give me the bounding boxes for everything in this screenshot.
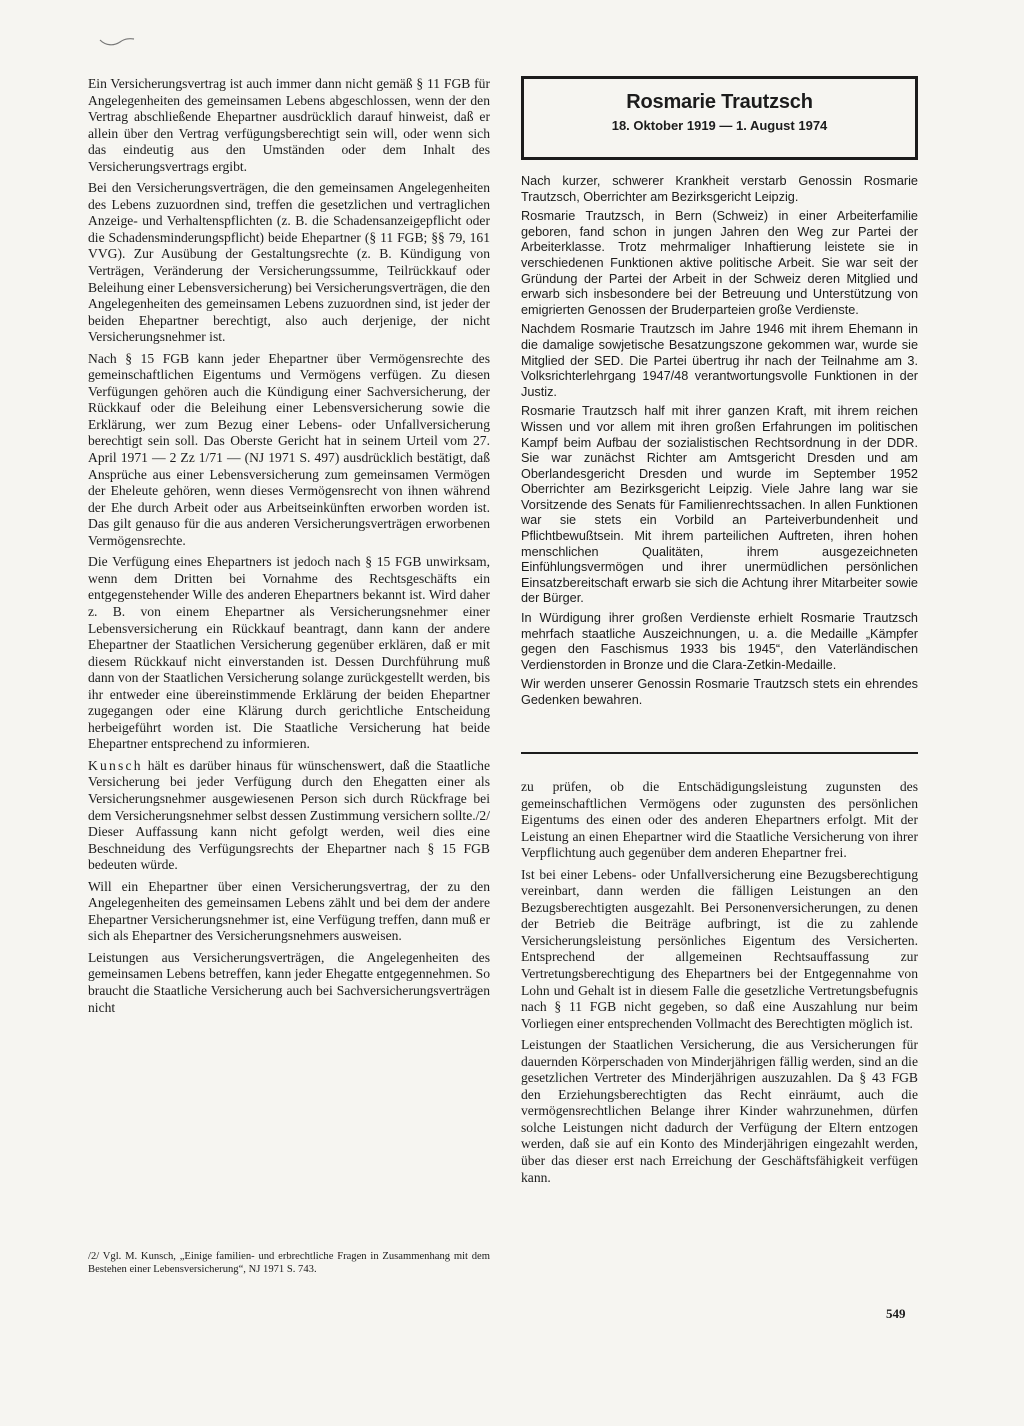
paragraph-text: hält es darüber hinaus für wünschenswert, daß die Staatliche Versicherung bei jeder Verfügung durch den Ehegatten einer als Versicherungsnehmer ausgewiesenen Person sich durch Rückfrage bei dem Versicherungsnehmer selbst dessen Zustimmung versichern sollte./2/ Dieser Auffassung kann nicht gefolgt werden, weil dies eine Beschneidung des Verfügungsrechts der Ehepartner nach § 15 FGB bedeuten würde. bbox=[88, 757, 490, 873]
paragraph: zu prüfen, ob die Entschädigungsleistung zugunsten des gemeinschaftlichen Vermögens oder zugunsten des persönlichen Eigentums des einen oder des anderen Ehepartners erfolgt. Mit der Leistung an einen Ehepartner wird die Staatliche Versicherung von ihrer Verpflichtung auch gegenüber dem anderen Ehepartner frei. bbox=[521, 779, 918, 861]
obituary-dates: 18. Oktober 1919 — 1. August 1974 bbox=[611, 118, 828, 133]
obituary-name: Rosmarie Trautzsch bbox=[626, 91, 813, 113]
obituary-paragraph: Wir werden unserer Genossin Rosmarie Trautzsch stets ein ehrendes Gedenken bewahren. bbox=[521, 677, 918, 707]
obituary-paragraph: Nach kurzer, schwerer Krankheit verstarb Genossin Rosmarie Trautzsch, Oberrichter am Bezirksgericht Leipzig. bbox=[521, 174, 918, 204]
paragraph bbox=[88, 758, 490, 874]
left-column bbox=[88, 76, 490, 1021]
obituary-paragraph: Rosmarie Trautzsch half mit ihrer ganzen Kraft, mit ihrem reichen Wissen und vor allem mit ihren großen Erfahrungen im politischen Kampf beim Aufbau der sozialistischen Rechtsordnung in der DDR. Sie war zunächst Richter am Amtsgericht Dresden und am Oberlandesgericht Dresden und wurde im September 1952 Oberrichter am Bezirksgericht Leipzig. Viele Jahre lang war sie Vorsitzende des Senats für Familienrechtssachen. In allen Funktionen war sie stets ein Vorbild an Parteiverbundenheit und Pflichtbewußtsein. Mit ihrem parteilichen Auftreten, ihren hohen menschlichen Qualitäten, ihrem ausgezeichneten Einfühlungsvermögen und ihrer unermüdlichen persönlichen Einsatzbereitschaft erwarb sie sich die Achtung ihrer Mitarbeiter sowie der Bürger. bbox=[521, 404, 918, 606]
obituary bbox=[521, 76, 918, 713]
page-number: 549 bbox=[886, 1306, 906, 1321]
paragraph: Ein Versicherungsvertrag ist auch immer dann nicht gemäß § 11 FGB für Angelegenheiten des gemeinsamen Lebens abgeschlossen, wenn der den Vertrag abschließende Ehepartner ausdrücklich darauf hinweist, daß er allein über den Vertrag verfügungsberechtigt sein will, oder wenn sich das eindeutig aus den Umständen oder dem Inhalt des Versicherungsvertrags ergibt. bbox=[88, 76, 490, 174]
author-name: Kunsch bbox=[88, 757, 143, 773]
obituary-paragraph: Rosmarie Trautzsch, in Bern (Schweiz) in einer Arbeiterfamilie geboren, fand schon in jungen Jahren den Weg zur Partei der Arbeiterklasse. Trotz mehrmaliger Inhaftierung leistete sie in verschiedenen Funktionen aktive politische Arbeit. Sie war seit der Gründung der Partei der Arbeit in der Schweiz deren Mitglied und erwarb sich insbesondere bei der Betreuung und Unterstützung von emigrierten Genossen der Bruderparteien große Verdienste. bbox=[521, 209, 918, 317]
obituary-paragraph: Nachdem Rosmarie Trautzsch im Jahre 1946 mit ihrem Ehemann in die damalige sowjetische Besatzungszone gekommen war, wurde sie Mitglied der SED. Die Partei übertrug ihr nach der Teilnahme am 3. Volksrichterlehrgang 1947/48 verantwortungsvolle Funktionen in der Justiz. bbox=[521, 322, 918, 399]
paragraph: Leistungen der Staatlichen Versicherung, die aus Versicherungen für dauernden Körperschaden von Minderjährigen fällig werden, sind an die gesetzlichen Vertreter des Minderjährigen auszuzahlen. Da § 43 FGB den Erziehungsberechtigten das Recht einräumt, auch die vermögensrechtlichen Belange ihrer Kinder wahrzunehmen, dürfen solche Leistungen nicht dadurch der Verfügung der Eltern entzogen werden, daß sie auf ein Konto des Minderjährigen eingezahlt werden, über das dieser erst nach Erreichung der Geschäftsfähigkeit verfügen kann. bbox=[521, 1037, 918, 1185]
section-divider bbox=[521, 752, 918, 754]
obituary-header-box bbox=[521, 76, 918, 160]
obituary-body bbox=[521, 174, 918, 709]
paragraph: Ist bei einer Lebens- oder Unfallversicherung eine Bezugsberechtigung vereinbart, dann werden die fälligen Leistungen an den Bezugsberechtigten ausgezahlt. Bei Personenversicherungen, zu denen der Betrieb die Beiträge aufbringt, ist die zu zahlende Versicherungsleistung persönliches Eigentum des Versicherten. Entsprechend der allgemeinen Rechtsauffassung zur Vertretungsberechtigung des Ehepartners bei der Entgegennahme von Lohn und Gehalt ist in diesem Falle die gesetzliche Vertretungsbefugnis nach § 11 FGB nicht gegeben, so daß eine Auszahlung nur beim Vorliegen einer entsprechenden Vollmacht des Berechtigten möglich ist. bbox=[521, 866, 918, 1031]
paragraph: Bei den Versicherungsverträgen, die den gemeinsamen Angelegenheiten des Lebens zuzuordnen sind, treffen die gesetzlichen und vertraglichen Anzeige- und Verhaltenspflichten (z. B. die Schadensanzeigepflicht oder die Schadensminderungspflicht) beide Ehepartner (§ 11 FGB; §§ 79, 161 VVG). Zur Ausübung der Gestaltungsrechte (z. B. Kündigung von Verträgen, Veränderung der Versicherungssumme, Teilrückkauf oder Beleihung einer Lebensversicherung) bei Versicherungsverträgen, die den Angelegenheiten des gemeinsamen Lebens zuzuordnen sind, ist jeder der beiden Ehepartner berechtigt, also auch derjenige, der nicht Versicherungsnehmer ist. bbox=[88, 180, 490, 345]
paragraph: Die Verfügung eines Ehepartners ist jedoch nach § 15 FGB unwirksam, wenn dem Dritten bei Vornahme des Rechtsgeschäfts ein entgegenstehender Wille des anderen Ehepartners bekannt ist. Wird daher z. B. von einem Ehepartner als Versicherungsnehmer einer Lebensversicherung ein Rückkauf beantragt, dann kann der andere Ehepartner der Staatlichen Versicherung gegenüber erklären, daß er mit diesem Rückkauf nicht einverstanden ist. Dessen Durchführung muß dann von der Staatlichen Versicherung solange zurückgestellt werden, bis ihr entweder eine übereinstimmende Erklärung der beiden Ehepartner zugegangen oder eine Klärung durch gerichtliche Entscheidung herbeigeführt worden ist. Die Staatliche Versicherung hat beide Ehepartner entsprechend zu informieren. bbox=[88, 554, 490, 752]
paragraph: Will ein Ehepartner über einen Versicherungsvertrag, der zu den Angelegenheiten des gemeinsamen Lebens zählt und bei dem der andere Ehepartner Versicherungsnehmer ist, eine Verfügung treffen, dann muß er sich als Ehepartner des Versicherungsnehmers ausweisen. bbox=[88, 878, 490, 944]
paragraph: Leistungen aus Versicherungsverträgen, die Angelegenheiten des gemeinsamen Lebens betreffen, kann jeder Ehegatte entgegennehmen. So braucht die Staatliche Versicherung auch bei Sachversicherungsverträgen nicht bbox=[88, 949, 490, 1015]
right-column-continuation bbox=[521, 779, 918, 1191]
pencil-mark bbox=[98, 30, 138, 50]
footnote: /2/ Vgl. M. Kunsch, „Einige familien- und erbrechtliche Fragen in Zusammenhang mit dem Bestehen einer Lebensversicherung“, NJ 1971 S. 743. bbox=[88, 1251, 490, 1275]
paragraph: Nach § 15 FGB kann jeder Ehepartner über Vermögensrechte des gemeinschaftlichen Eigentums und Vermögens verfügen. Zu diesen Verfügungen gehören auch die Kündigung einer Sachversicherung, der Rückkauf oder die Beleihung einer Lebensversicherung sowie die Erklärung, wer zum Bezug einer Lebens- oder Unfallversicherung berechtigt sein soll. Das Oberste Gericht hat in seinem Urteil vom 27. April 1971 — 2 Zz 1/71 — (NJ 1971 S. 497) ausdrücklich bestätigt, daß Ansprüche aus einer Lebensversicherung zum gemeinsamen Vermögen der Eheleute gehören, wenn dieses Vermögensrecht von ihnen während der Ehe durch Arbeit oder aus Arbeitseinkünften erworben worden ist. Das gilt genauso für die aus anderen Versicherungsverträgen erworbenen Vermögensrechte. bbox=[88, 350, 490, 548]
obituary-paragraph: In Würdigung ihrer großen Verdienste erhielt Rosmarie Trautzsch mehrfach staatliche Auszeichnungen, u. a. die Medaille „Kämpfer gegen den Faschismus 1933 bis 1945“, den Vaterländischen Verdienstorden in Bronze und die Clara-Zetkin-Medaille. bbox=[521, 611, 918, 672]
